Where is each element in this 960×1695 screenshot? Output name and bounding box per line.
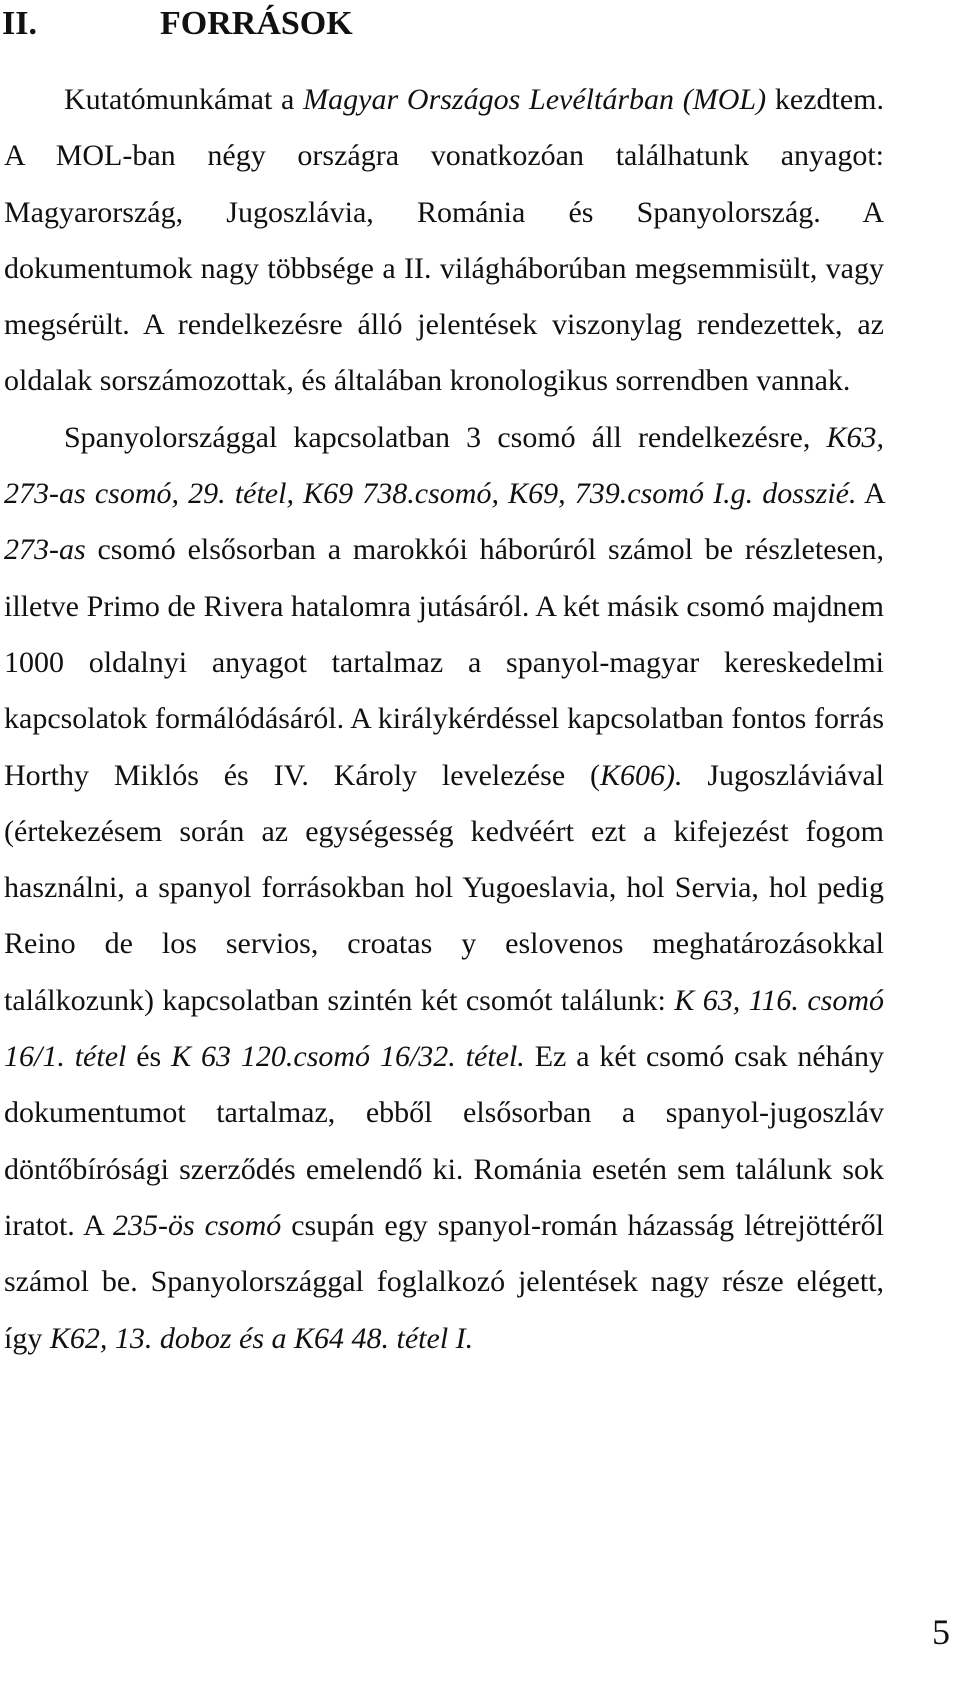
- section-number: II.: [2, 5, 37, 42]
- italic-run: 273-as: [4, 533, 86, 567]
- italic-run: Magyar Országos Levéltárban (MOL): [303, 83, 767, 116]
- section-title: FORRÁSOK: [160, 5, 353, 42]
- text-run: és: [126, 1040, 172, 1074]
- italic-run: K62, 13. doboz és a K64 48. tétel I.: [49, 1321, 474, 1355]
- text-run: Ez a két csomó csak néhány dokumentumot tartalmaz, ebből elsősorban a spanyol-jugoszláv döntőbírósági szerződés emelendő ki. Románia esetén sem találunk sok iratot. A: [4, 1040, 884, 1242]
- body-text: [4, 72, 884, 1367]
- italic-run: K63, 273-as csomó, 29. tétel, K69 738.csomó, K69, 739.csomó I.g. dosszié.: [4, 420, 884, 511]
- page-number: 5: [932, 1612, 950, 1652]
- italic-run: 235-ös csomó: [113, 1208, 282, 1242]
- italic-run: K606).: [600, 758, 683, 792]
- paragraph-2: [4, 410, 884, 1367]
- text-run: csomó elsősorban a marokkói háborúról számol be részletesen, illetve Primo de Rivera hatalomra jutásáról. A két másik csomó majdnem 1000 oldalnyi anyagot tartalmaz a spanyol-magyar kereskedelmi kapcsolatok formálódásáról. A királykérdéssel kapcsolatban fontos forrás Horthy Miklós és IV. Károly levelezése (: [4, 533, 884, 792]
- text-run: A: [856, 477, 885, 511]
- text-run: kezdtem. A MOL-ban négy országra vonatkozóan találhatunk anyagot: Magyarország, Jugoszlávia, Románia és Spanyolország. A dokumentumok nagy többsége a II. világháborúban megsemmisült, vagy megsérült. A rendelkezésre álló jelentések viszonylag rendezettek, az oldalak sorszámozottak, és általában kronologikus sorrendben vannak.: [4, 83, 884, 398]
- section-heading: [2, 2, 353, 46]
- italic-run: K 63, 116. csomó 16/1. tétel: [4, 983, 884, 1074]
- text-run: csupán egy spanyol-román házasság létrejöttéről számol be. Spanyolországgal foglalkozó jelentések nagy része elégett, így: [4, 1208, 884, 1355]
- text-run: Jugoszláviával (értekezésem során az egységesség kedvéért ezt a kifejezést fogom használni, a spanyol forrásokban hol Yugoeslavia, hol Servia, hol pedig Reino de los servios, croatas y eslovenos meghatározásokkal találkozunk) kapcsolatban szintén két csomót találunk:: [4, 758, 884, 1017]
- text-run: Spanyolországgal kapcsolatban 3 csomó áll rendelkezésre,: [64, 420, 827, 454]
- italic-run: K 63 120.csomó 16/32. tétel.: [171, 1040, 525, 1074]
- paragraph-1: [4, 72, 884, 410]
- text-run: Kutatómunkámat a: [64, 83, 304, 116]
